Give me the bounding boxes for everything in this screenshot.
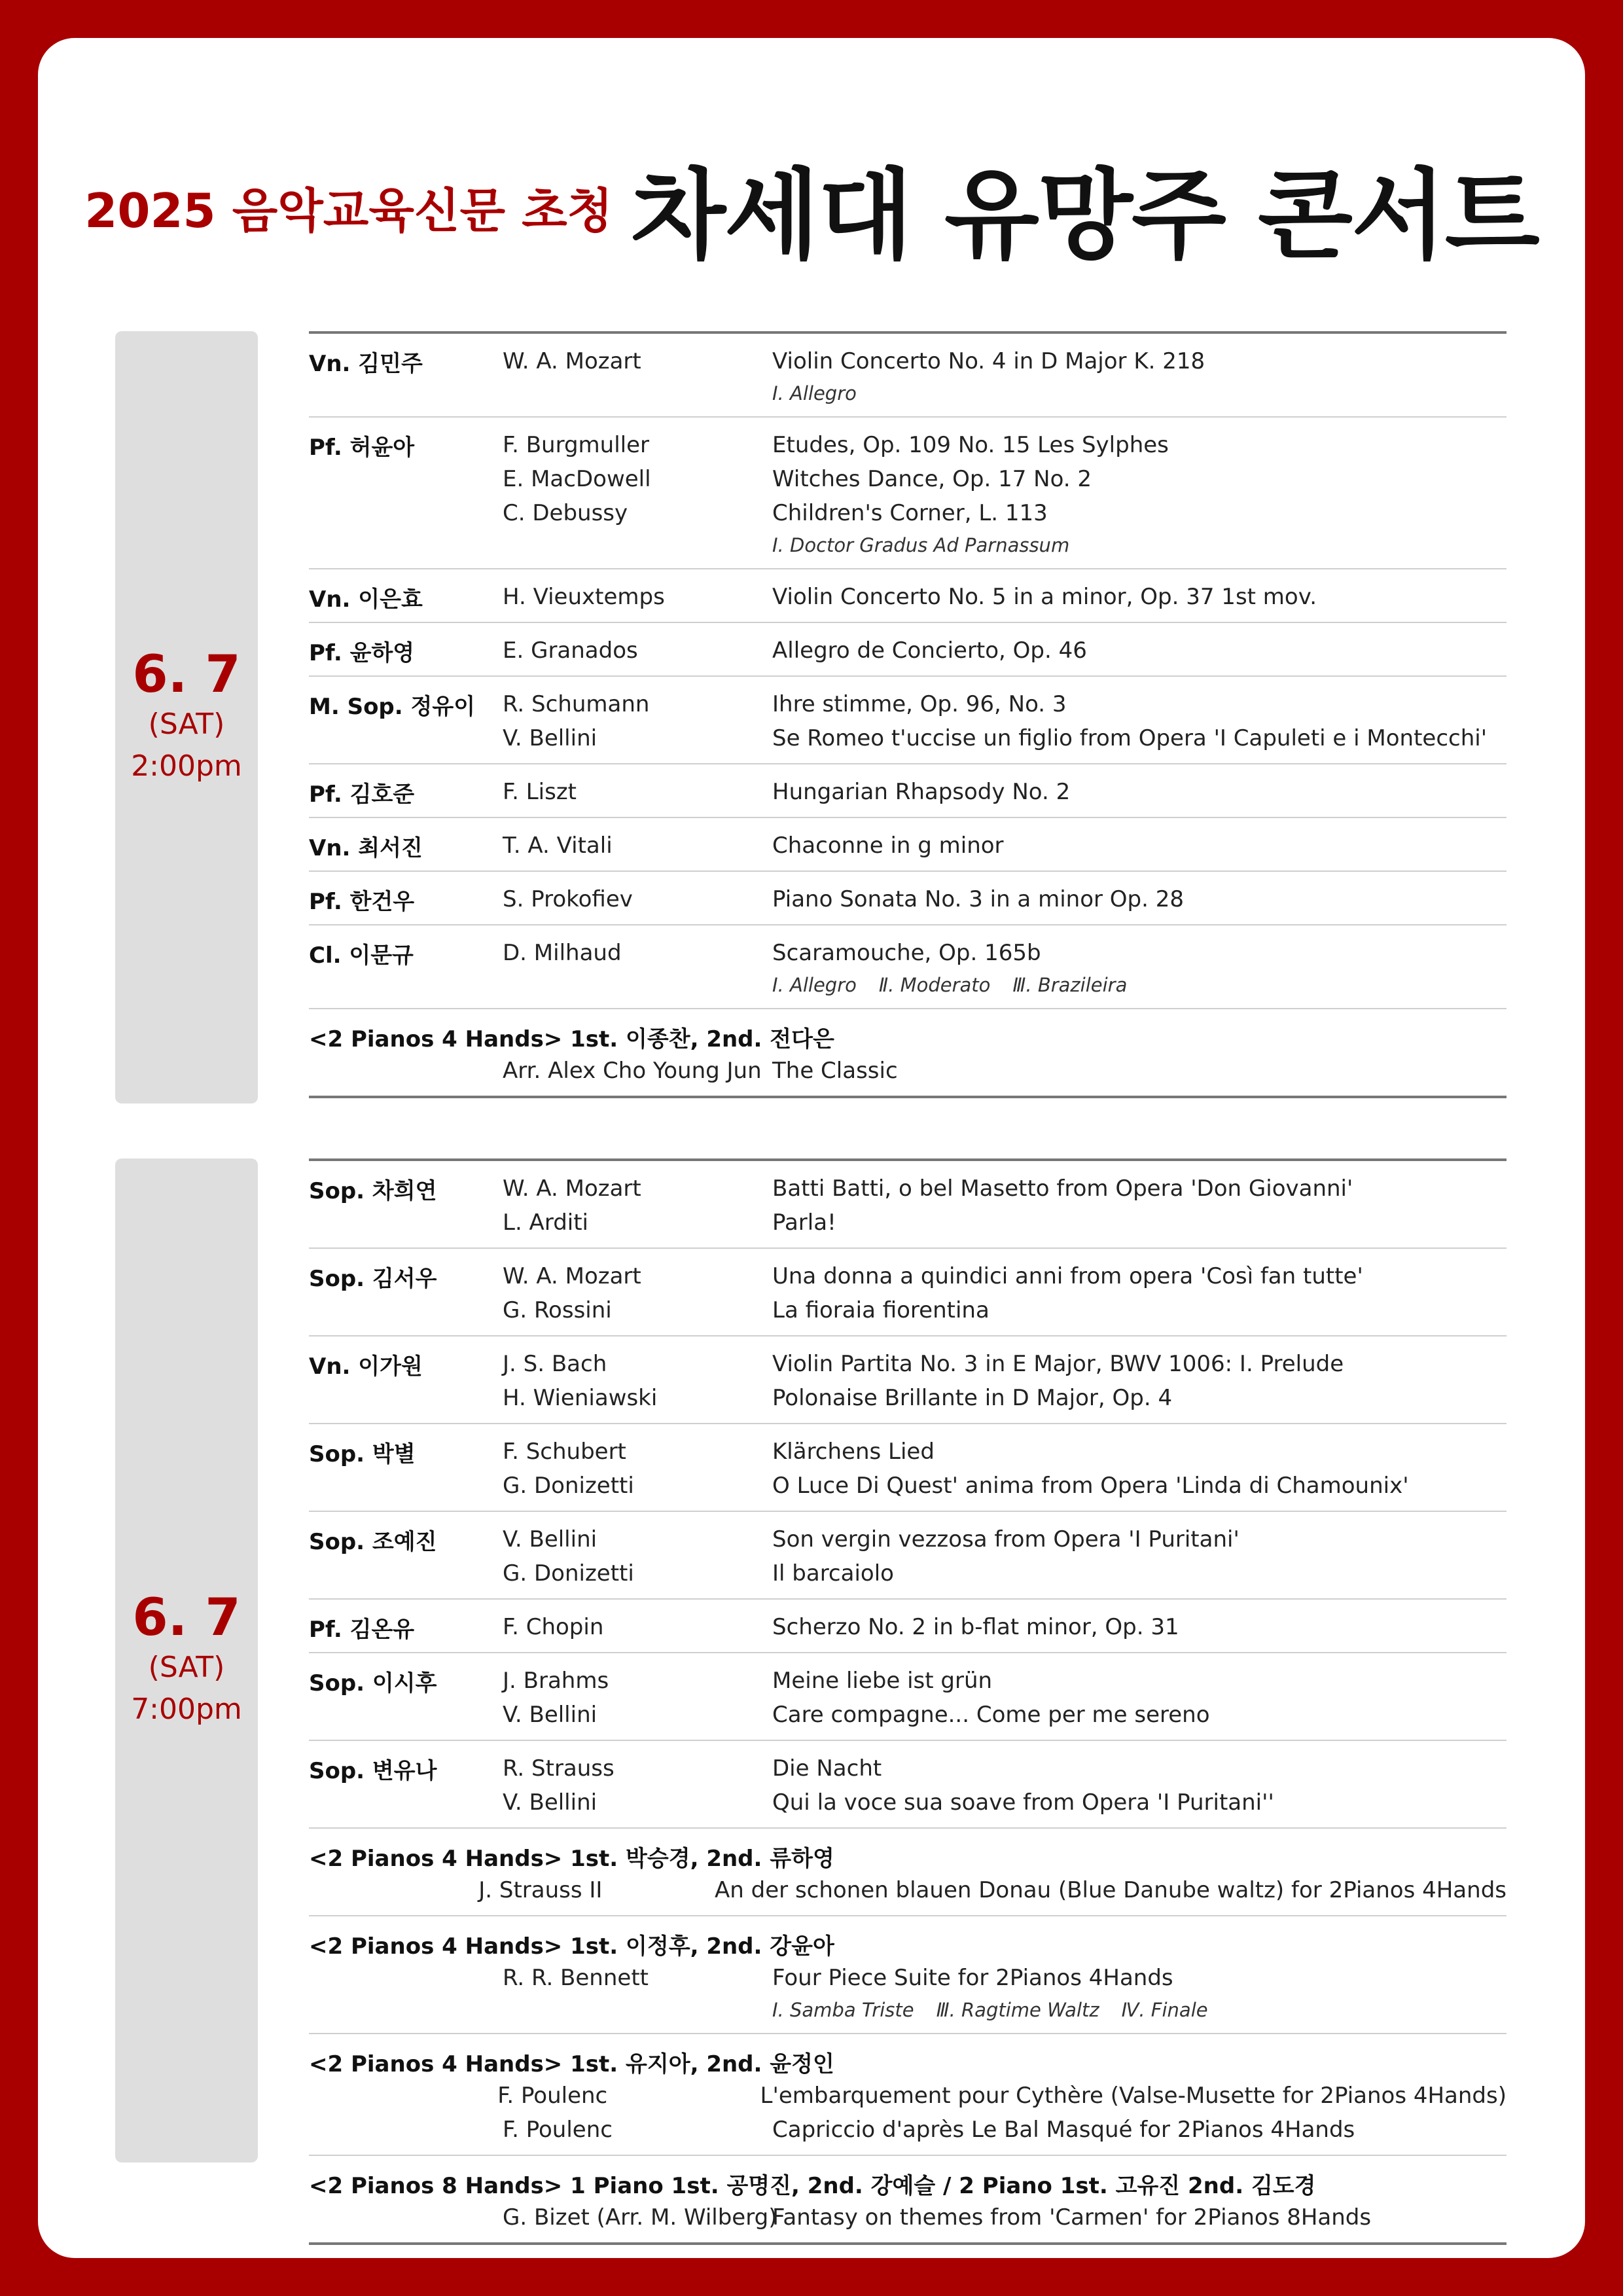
poster-header xyxy=(38,136,1585,278)
movement: Ⅱ. Moderato xyxy=(878,974,991,996)
header-title: 차세대 유망주 콘서트 xyxy=(631,159,1539,273)
performer: Vn. 이가원 xyxy=(309,1353,423,1380)
program-row xyxy=(309,1827,1507,1915)
work-title: Batti Batti, o bel Masetto from Opera 'Don Giovanni' xyxy=(772,1175,1353,1202)
composer: E. MacDowell xyxy=(503,466,651,492)
work-title: Children's Corner, L. 113 xyxy=(772,500,1048,526)
composer: F. Burgmuller xyxy=(503,432,650,458)
program-list xyxy=(309,1158,1507,2245)
performer: Pf. 윤하영 xyxy=(309,639,415,666)
program-row xyxy=(309,334,1507,416)
performer: Vn. 이은효 xyxy=(309,586,423,613)
session-date-box xyxy=(115,331,258,1103)
program-line xyxy=(309,1610,1507,1644)
program-row xyxy=(309,1652,1507,1740)
program-line xyxy=(309,687,1507,721)
work-title: Klärchens Lied xyxy=(772,1439,935,1465)
program-line xyxy=(309,2200,1507,2234)
program-line xyxy=(309,1347,1507,1381)
work-title: L'embarquement pour Cythère (Valse-Musette for 2Pianos 4Hands) xyxy=(760,2083,1507,2109)
program-row xyxy=(309,1247,1507,1335)
program-row xyxy=(309,870,1507,924)
work-title: Il barcaiolo xyxy=(772,1560,894,1587)
work-title: Capriccio d'après Le Bal Masqué for 2Pianos 4Hands xyxy=(772,2117,1355,2143)
composer: F. Poulenc xyxy=(503,2117,613,2143)
session-time: 7:00pm xyxy=(131,1692,242,1726)
composer: V. Bellini xyxy=(503,1702,597,1728)
work-title: Allegro de Concierto, Op. 46 xyxy=(772,637,1087,664)
program-line xyxy=(309,344,1507,378)
program-row xyxy=(309,817,1507,870)
composer: V. Bellini xyxy=(503,725,597,751)
program-row xyxy=(309,2155,1507,2242)
program-line xyxy=(309,1751,1507,1785)
program-line xyxy=(309,721,1507,755)
program-line xyxy=(309,428,1507,462)
composer: H. Wieniawski xyxy=(503,1385,658,1411)
composer: V. Bellini xyxy=(503,1789,597,1816)
composer: F. Chopin xyxy=(503,1614,604,1640)
program-row xyxy=(309,1740,1507,1827)
performer: Cl. 이문규 xyxy=(309,942,414,969)
program-row xyxy=(309,1915,1507,2033)
program-line xyxy=(309,1785,1507,1820)
program-line xyxy=(309,1206,1507,1240)
composer: E. Granados xyxy=(503,637,638,664)
program-line xyxy=(309,882,1507,916)
composer: J. Brahms xyxy=(503,1668,609,1694)
program-row xyxy=(309,416,1507,568)
composer: L. Arditi xyxy=(503,1210,589,1236)
program-line xyxy=(309,580,1507,614)
work-title: Piano Sonata No. 3 in a minor Op. 28 xyxy=(772,886,1184,912)
session-time: 2:00pm xyxy=(131,749,242,783)
performer: Sop. 변유나 xyxy=(309,1757,437,1784)
performer: Pf. 김온유 xyxy=(309,1616,415,1643)
work-title: Qui la voce sua soave from Opera 'I Puritani'' xyxy=(772,1789,1274,1816)
composer: J. S. Bach xyxy=(503,1351,607,1377)
program-line xyxy=(309,496,1507,530)
composer: W. A. Mozart xyxy=(503,1263,641,1289)
work-title: Fantasy on themes from 'Carmen' for 2Pianos 8Hands xyxy=(772,2204,1372,2231)
movements-line xyxy=(309,1995,1507,2025)
composer: R. R. Bennett xyxy=(503,1965,649,1991)
composer: V. Bellini xyxy=(503,1526,597,1552)
program-line xyxy=(309,1172,1507,1206)
work-title: Parla! xyxy=(772,1210,836,1236)
composer: C. Debussy xyxy=(503,500,628,526)
ensemble-heading: <2 Pianos 4 Hands> 1st. 이종찬, 2nd. 전다은 xyxy=(309,1026,834,1052)
program-line xyxy=(309,775,1507,809)
performer: Sop. 차희연 xyxy=(309,1177,437,1204)
work-title: O Luce Di Quest' anima from Opera 'Linda di Chamounix' xyxy=(772,1473,1409,1499)
work-title: Hungarian Rhapsody No. 2 xyxy=(772,779,1071,805)
program-line xyxy=(309,462,1507,496)
work-title: Son vergin vezzosa from Opera 'I Puritani' xyxy=(772,1526,1240,1552)
work-title: Scaramouche, Op. 165b xyxy=(772,940,1041,966)
program-line xyxy=(309,936,1507,970)
program-line xyxy=(309,829,1507,863)
program-row xyxy=(309,1511,1507,1598)
work-title: Etudes, Op. 109 No. 15 Les Sylphes xyxy=(772,432,1169,458)
program-row xyxy=(309,924,1507,1008)
performer: M. Sop. 정유이 xyxy=(309,693,476,720)
work-title: Una donna a quindici anni from opera 'Così fan tutte' xyxy=(772,1263,1363,1289)
performer: Pf. 김호준 xyxy=(309,781,415,808)
program-line xyxy=(309,1698,1507,1732)
program-line xyxy=(309,1664,1507,1698)
movement: Ⅰ. Allegro xyxy=(772,974,857,996)
composer: Arr. Alex Cho Young Jun xyxy=(503,1058,762,1084)
work-title: The Classic xyxy=(772,1058,898,1084)
composer: S. Prokofiev xyxy=(503,886,633,912)
performer: Sop. 조예진 xyxy=(309,1528,437,1555)
performer: Sop. 박별 xyxy=(309,1441,416,1467)
performer: Sop. 김서우 xyxy=(309,1265,437,1292)
program-line xyxy=(309,1522,1507,1556)
program-line xyxy=(309,1259,1507,1293)
movements-line xyxy=(309,530,1507,560)
program-line xyxy=(309,1293,1507,1327)
program-line xyxy=(309,1961,1507,1995)
performer: Vn. 최서진 xyxy=(309,834,423,861)
program-line xyxy=(309,1435,1507,1469)
session-date: 6. 7 xyxy=(132,1588,241,1648)
composer: F. Schubert xyxy=(503,1439,626,1465)
header-subtitle: 2025 음악교육신문 초청 xyxy=(84,183,613,238)
work-title: Care compagne... Come per me sereno xyxy=(772,1702,1210,1728)
movements xyxy=(772,534,1092,556)
movements-line xyxy=(309,970,1507,1000)
work-title: Witches Dance, Op. 17 No. 2 xyxy=(772,466,1092,492)
composer: J. Strauss II xyxy=(478,1877,603,1903)
work-title: An der schonen blauen Donau (Blue Danube waltz) for 2Pianos 4Hands xyxy=(715,1877,1507,1903)
work-title: Violin Concerto No. 5 in a minor, Op. 37 1st mov. xyxy=(772,584,1317,610)
composer: F. Liszt xyxy=(503,779,577,805)
movements xyxy=(772,382,879,404)
movement: Ⅰ. Samba Triste xyxy=(772,1999,914,2021)
ensemble-heading-line xyxy=(309,2166,1507,2200)
program-line xyxy=(309,634,1507,668)
composer: D. Milhaud xyxy=(503,940,622,966)
composer: R. Strauss xyxy=(503,1755,615,1782)
performer: Pf. 한건우 xyxy=(309,888,415,915)
ensemble-heading: <2 Pianos 8 Hands> 1 Piano 1st. 공명진, 2nd. 강예슬 / 2 Piano 1st. 고유진 2nd. 김도경 xyxy=(309,2172,1316,2199)
session-day: (SAT) xyxy=(148,708,225,742)
movements xyxy=(772,1999,1230,2021)
program-line xyxy=(309,1469,1507,1503)
session-day: (SAT) xyxy=(148,1651,225,1685)
work-title: Violin Partita No. 3 in E Major, BWV 1006: I. Prelude xyxy=(772,1351,1344,1377)
composer: H. Vieuxtemps xyxy=(503,584,665,610)
composer: G. Donizetti xyxy=(503,1473,634,1499)
composer: W. A. Mozart xyxy=(503,348,641,374)
session-date-box xyxy=(115,1158,258,2162)
ensemble-heading: <2 Pianos 4 Hands> 1st. 박승경, 2nd. 류하영 xyxy=(309,1845,834,1872)
composer: T. A. Vitali xyxy=(503,833,613,859)
program-row xyxy=(309,622,1507,675)
program-row xyxy=(309,2033,1507,2155)
program-line xyxy=(309,1556,1507,1590)
composer: G. Donizetti xyxy=(503,1560,634,1587)
ensemble-heading-line xyxy=(309,1927,1507,1961)
program-row xyxy=(309,1161,1507,1247)
movement: Ⅲ. Ragtime Waltz xyxy=(936,1999,1099,2021)
composer: W. A. Mozart xyxy=(503,1175,641,1202)
work-title: Violin Concerto No. 4 in D Major K. 218 xyxy=(772,348,1205,374)
ensemble-heading-line xyxy=(309,1020,1507,1054)
program-row xyxy=(309,1008,1507,1096)
ensemble-heading: <2 Pianos 4 Hands> 1st. 유지아, 2nd. 윤정인 xyxy=(309,2051,834,2077)
program-line xyxy=(309,1873,1507,1907)
program-row xyxy=(309,1423,1507,1511)
composer: R. Schumann xyxy=(503,691,650,717)
movement: Ⅳ. Finale xyxy=(1121,1999,1208,2021)
session-date: 6. 7 xyxy=(132,645,241,705)
movement: Ⅲ. Brazileira xyxy=(1012,974,1128,996)
program-line xyxy=(309,2113,1507,2147)
work-title: Se Romeo t'uccise un figlio from Opera 'I Capuleti e i Montecchi' xyxy=(772,725,1488,751)
ensemble-heading-line xyxy=(309,2045,1507,2079)
ensemble-heading: <2 Pianos 4 Hands> 1st. 이정후, 2nd. 강윤아 xyxy=(309,1933,834,1960)
program-row xyxy=(309,675,1507,763)
work-title: Meine liebe ist grün xyxy=(772,1668,993,1694)
movement: Ⅰ. Allegro xyxy=(772,382,857,404)
work-title: Ihre stimme, Op. 96, No. 3 xyxy=(772,691,1067,717)
work-title: Scherzo No. 2 in b-flat minor, Op. 31 xyxy=(772,1614,1179,1640)
work-title: Polonaise Brillante in D Major, Op. 4 xyxy=(772,1385,1173,1411)
composer: G. Bizet (Arr. M. Wilberg) xyxy=(503,2204,777,2231)
performer: Pf. 허윤아 xyxy=(309,434,415,461)
program-list xyxy=(309,331,1507,1098)
performer: Vn. 김민주 xyxy=(309,350,423,377)
work-title: Chaconne in g minor xyxy=(772,833,1004,859)
composer: G. Rossini xyxy=(503,1297,612,1323)
program-row xyxy=(309,763,1507,817)
movements-line xyxy=(309,378,1507,408)
performer: Sop. 이시후 xyxy=(309,1670,437,1696)
composer: F. Poulenc xyxy=(497,2083,608,2109)
ensemble-heading-line xyxy=(309,1839,1507,1873)
work-title: Four Piece Suite for 2Pianos 4Hands xyxy=(772,1965,1173,1991)
program-line xyxy=(309,2079,1507,2113)
work-title: Die Nacht xyxy=(772,1755,882,1782)
program-row xyxy=(309,568,1507,622)
program-line xyxy=(309,1054,1507,1088)
program-row xyxy=(309,1598,1507,1652)
program-line xyxy=(309,1381,1507,1415)
work-title: La fioraia fiorentina xyxy=(772,1297,990,1323)
program-row xyxy=(309,1335,1507,1423)
movements xyxy=(772,974,1149,996)
poster-card xyxy=(38,38,1585,2258)
movement: Ⅰ. Doctor Gradus Ad Parnassum xyxy=(772,534,1070,556)
